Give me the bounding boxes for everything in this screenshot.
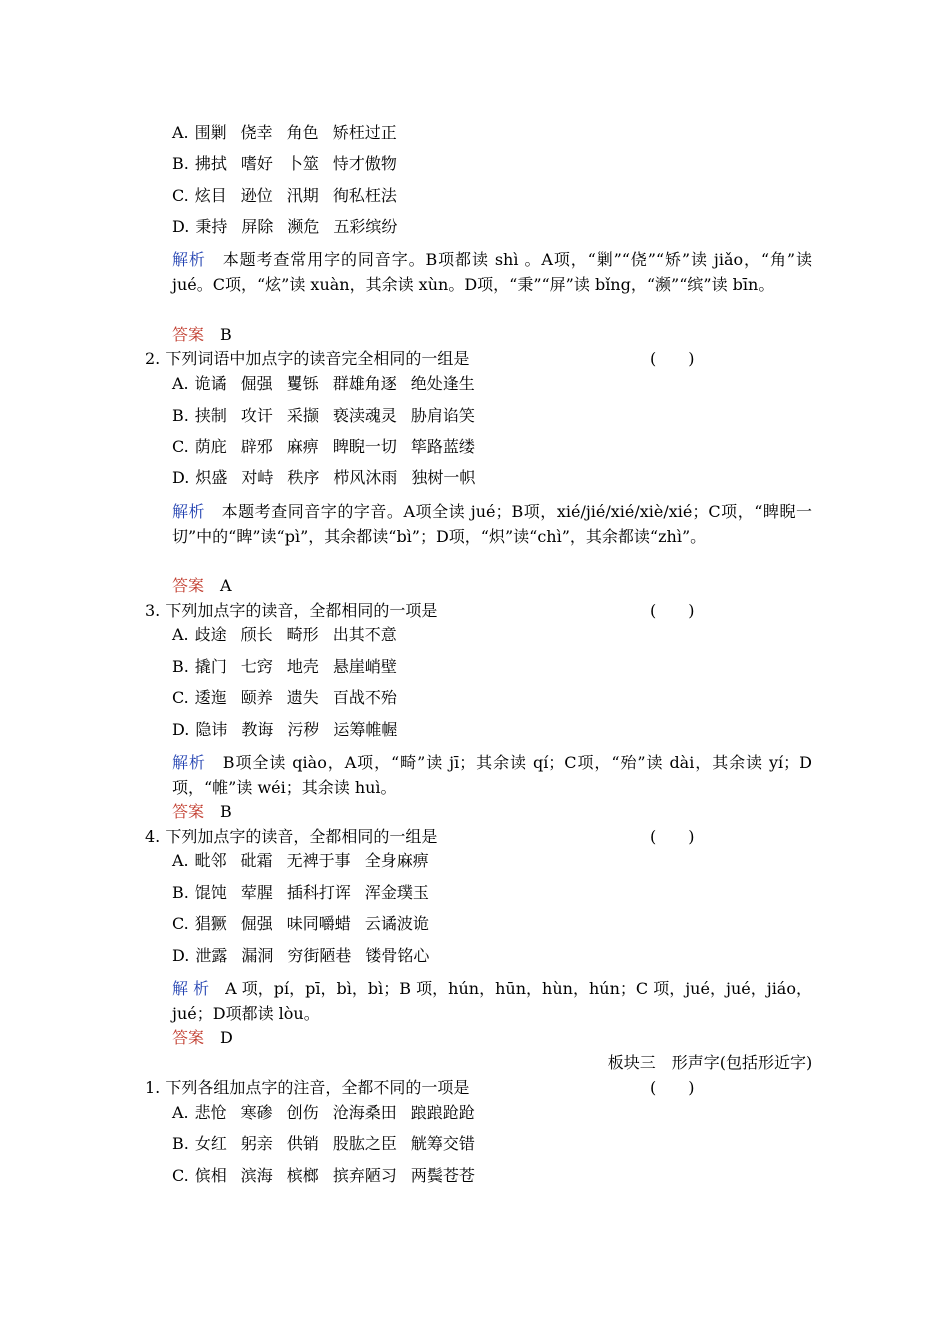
option-word: 屏除	[241, 217, 274, 236]
option-word: 绝处逢生	[410, 374, 475, 393]
option-line	[172, 687, 411, 709]
section3-question-1	[145, 1077, 695, 1099]
option-line	[172, 624, 411, 646]
option-word: 睥睨一切	[332, 437, 397, 456]
answer-question-4	[172, 1027, 233, 1049]
answer-label: 答案	[172, 802, 205, 821]
option-word: 攻讦	[240, 406, 273, 425]
option-key: C.	[172, 437, 189, 456]
option-key: C.	[172, 1166, 189, 1185]
option-line	[172, 850, 443, 872]
option-line	[172, 1165, 489, 1187]
analysis-question-4	[172, 976, 812, 1026]
question-2	[145, 348, 695, 370]
option-word: 股肱之臣	[332, 1134, 397, 1153]
answer-value: B	[204, 325, 232, 344]
analysis-label: 解析	[172, 502, 206, 521]
option-word: 寒碜	[240, 1103, 273, 1122]
option-word: 矫枉过正	[332, 123, 397, 142]
option-key: B.	[172, 883, 189, 902]
answer-blank: ( )	[650, 349, 695, 368]
option-word: 亵渎魂灵	[332, 406, 397, 425]
option-word: 摈弃陋习	[332, 1166, 397, 1185]
question-4	[145, 826, 695, 848]
option-word: 逊位	[240, 186, 273, 205]
option-word: 遗失	[286, 688, 319, 707]
analysis-text: A 项，pí，pī，bì，bì；B 项，hún，hūn，hùn，hún；C 项，jué，jué，jiáo，jué；D项都读 lòu。	[172, 979, 812, 1023]
option-word: 炽盛	[195, 468, 228, 487]
answer-blank: ( )	[650, 1078, 695, 1097]
option-word: 倔强	[240, 374, 273, 393]
answer-question-3	[172, 801, 232, 823]
option-key: D.	[172, 468, 190, 487]
option-word: 倔强	[240, 914, 273, 933]
option-line	[172, 153, 411, 175]
option-word: 槟榔	[286, 1166, 319, 1185]
option-word: 百战不殆	[332, 688, 397, 707]
option-key: A.	[172, 625, 189, 644]
analysis-label: 解析	[172, 250, 206, 269]
option-word: 挟制	[194, 406, 227, 425]
option-word: 秉持	[195, 217, 228, 236]
question-stem: 下列词语中加点字的读音完全相同的一组是	[165, 349, 470, 368]
answer-label: 答案	[172, 1028, 205, 1047]
option-word: 镂骨铭心	[365, 946, 430, 965]
option-word: 群雄角逐	[332, 374, 397, 393]
question-number: 3.	[145, 601, 166, 620]
option-word: 出其不意	[332, 625, 397, 644]
answer-question-2	[172, 575, 232, 597]
option-word: 插科打诨	[286, 883, 351, 902]
option-word: 畸形	[286, 625, 319, 644]
option-word: 地壳	[286, 657, 319, 676]
analysis-text: 本题考查常用字的同音字。B项都读 shì 。A项，“剿”“侥”“矫”读 jiǎo，“角”读 jué。C项，“炫”读 xuàn，其余读 xùn。D项，“秉”“屏”读 bǐng，“濒”“缤”读 bīn。	[172, 250, 812, 294]
option-key: A.	[172, 851, 189, 870]
option-word: 对峙	[241, 468, 274, 487]
option-key: A.	[172, 374, 189, 393]
option-word: 濒危	[287, 217, 320, 236]
option-word: 撬门	[194, 657, 227, 676]
section-title: 板块三 形声字(包括形近字)	[607, 1053, 813, 1072]
answer-blank: ( )	[650, 601, 695, 620]
option-word: 隐讳	[195, 720, 228, 739]
option-line	[172, 913, 443, 935]
option-word: 逶迤	[194, 688, 227, 707]
answer-block-1	[172, 324, 232, 346]
option-word: 炫目	[194, 186, 227, 205]
answer-label: 答案	[172, 325, 205, 344]
option-line	[172, 373, 489, 395]
option-word: 卜筮	[286, 154, 319, 173]
answer-value: A	[204, 576, 232, 595]
option-word: 泄露	[195, 946, 228, 965]
option-word: 馄饨	[194, 883, 227, 902]
option-line	[172, 1102, 489, 1124]
option-word: 采撷	[286, 406, 319, 425]
answer-blank: ( )	[650, 827, 695, 846]
option-word: 女红	[194, 1134, 227, 1153]
analysis-block-1	[172, 247, 812, 297]
option-word: 胁肩谄笑	[410, 406, 475, 425]
question-number: 1.	[145, 1078, 166, 1097]
option-word: 筚路蓝缕	[410, 437, 475, 456]
option-word: 诡谲	[194, 374, 227, 393]
option-word: 围剿	[194, 123, 227, 142]
option-word: 砒霜	[240, 851, 273, 870]
answer-value: D	[204, 1028, 233, 1047]
option-word: 角色	[286, 123, 319, 142]
option-word: 侥幸	[240, 123, 273, 142]
option-word: 麻痹	[286, 437, 319, 456]
option-key: A.	[172, 123, 189, 142]
option-word: 穷街陋巷	[287, 946, 352, 965]
option-word: 傧相	[194, 1166, 227, 1185]
analysis-label: 解 析	[172, 979, 210, 998]
option-word: 猖獗	[194, 914, 227, 933]
analysis-label: 解析	[172, 753, 206, 772]
option-word: 嗜好	[240, 154, 273, 173]
answer-label: 答案	[172, 576, 205, 595]
option-word: 五彩缤纷	[333, 217, 398, 236]
option-key: D.	[172, 217, 190, 236]
option-word: 悲怆	[194, 1103, 227, 1122]
option-word: 毗邻	[194, 851, 227, 870]
option-line	[172, 122, 411, 144]
option-word: 运筹帷幄	[333, 720, 398, 739]
option-word: 矍铄	[286, 374, 319, 393]
answer-value: B	[204, 802, 232, 821]
option-word: 味同嚼蜡	[286, 914, 351, 933]
option-word: 栉风沐雨	[333, 468, 398, 487]
option-key: B.	[172, 657, 189, 676]
question-stem: 下列各组加点字的注音，全都不同的一项是	[165, 1078, 470, 1097]
question-stem: 下列加点字的读音，全都相同的一项是	[165, 601, 438, 620]
option-word: 教诲	[241, 720, 274, 739]
question-number: 4.	[145, 827, 166, 846]
option-key: C.	[172, 688, 189, 707]
option-word: 颀长	[240, 625, 273, 644]
option-line	[172, 1133, 489, 1155]
option-word: 滨海	[240, 1166, 273, 1185]
option-word: 恃才傲物	[332, 154, 397, 173]
option-word: 供销	[286, 1134, 319, 1153]
option-word: 颐养	[240, 688, 273, 707]
option-word: 荫庇	[194, 437, 227, 456]
analysis-text: B项全读 qiào，A项，“畸”读 jī；其余读 qí；C项，“殆”读 dài，其余读 yí；D项，“帷”读 wéi；其余读 huì。	[172, 753, 812, 797]
option-word: 荤腥	[240, 883, 273, 902]
option-line	[172, 882, 443, 904]
option-line	[172, 945, 443, 967]
option-word: 辟邪	[240, 437, 273, 456]
option-word: 徇私枉法	[332, 186, 397, 205]
option-line	[172, 436, 489, 458]
option-word: 踉踉跄跄	[410, 1103, 475, 1122]
question-3	[145, 600, 695, 622]
option-key: C.	[172, 186, 189, 205]
option-word: 七窍	[240, 657, 273, 676]
analysis-text: 本题考查同音字的字音。A项全读 jué；B项，xié/jié/xié/xiè/xié；C项，“睥睨一切”中的“睥”读“pì”，其余都读“bì”；D项，“炽”读“chì”，其余都读“zhì”。	[172, 502, 812, 546]
option-word: 汛期	[286, 186, 319, 205]
option-word: 污秽	[287, 720, 320, 739]
option-word: 躬亲	[240, 1134, 273, 1153]
analysis-question-2	[172, 499, 812, 549]
option-key: D.	[172, 720, 190, 739]
option-word: 无裨于事	[286, 851, 351, 870]
question-number: 2.	[145, 349, 166, 368]
option-word: 拂拭	[194, 154, 227, 173]
option-word: 两鬓苍苍	[410, 1166, 475, 1185]
option-key: C.	[172, 914, 189, 933]
option-word: 创伤	[286, 1103, 319, 1122]
analysis-question-3	[172, 750, 812, 800]
option-line	[172, 467, 489, 489]
option-key: B.	[172, 1134, 189, 1153]
option-word: 独树一帜	[411, 468, 476, 487]
option-word: 觥筹交错	[410, 1134, 475, 1153]
option-key: B.	[172, 154, 189, 173]
option-line	[172, 656, 411, 678]
option-word: 全身麻痹	[364, 851, 429, 870]
option-word: 悬崖峭壁	[332, 657, 397, 676]
question-stem: 下列加点字的读音，全都相同的一组是	[165, 827, 438, 846]
option-key: D.	[172, 946, 190, 965]
option-line	[172, 216, 411, 238]
option-word: 云谲波诡	[364, 914, 429, 933]
option-key: A.	[172, 1103, 189, 1122]
option-line	[172, 719, 411, 741]
option-word: 秩序	[287, 468, 320, 487]
option-word: 漏洞	[241, 946, 274, 965]
option-word: 歧途	[194, 625, 227, 644]
option-line	[172, 405, 489, 427]
option-word: 浑金璞玉	[364, 883, 429, 902]
option-word: 沧海桑田	[332, 1103, 397, 1122]
option-line	[172, 185, 411, 207]
option-key: B.	[172, 406, 189, 425]
